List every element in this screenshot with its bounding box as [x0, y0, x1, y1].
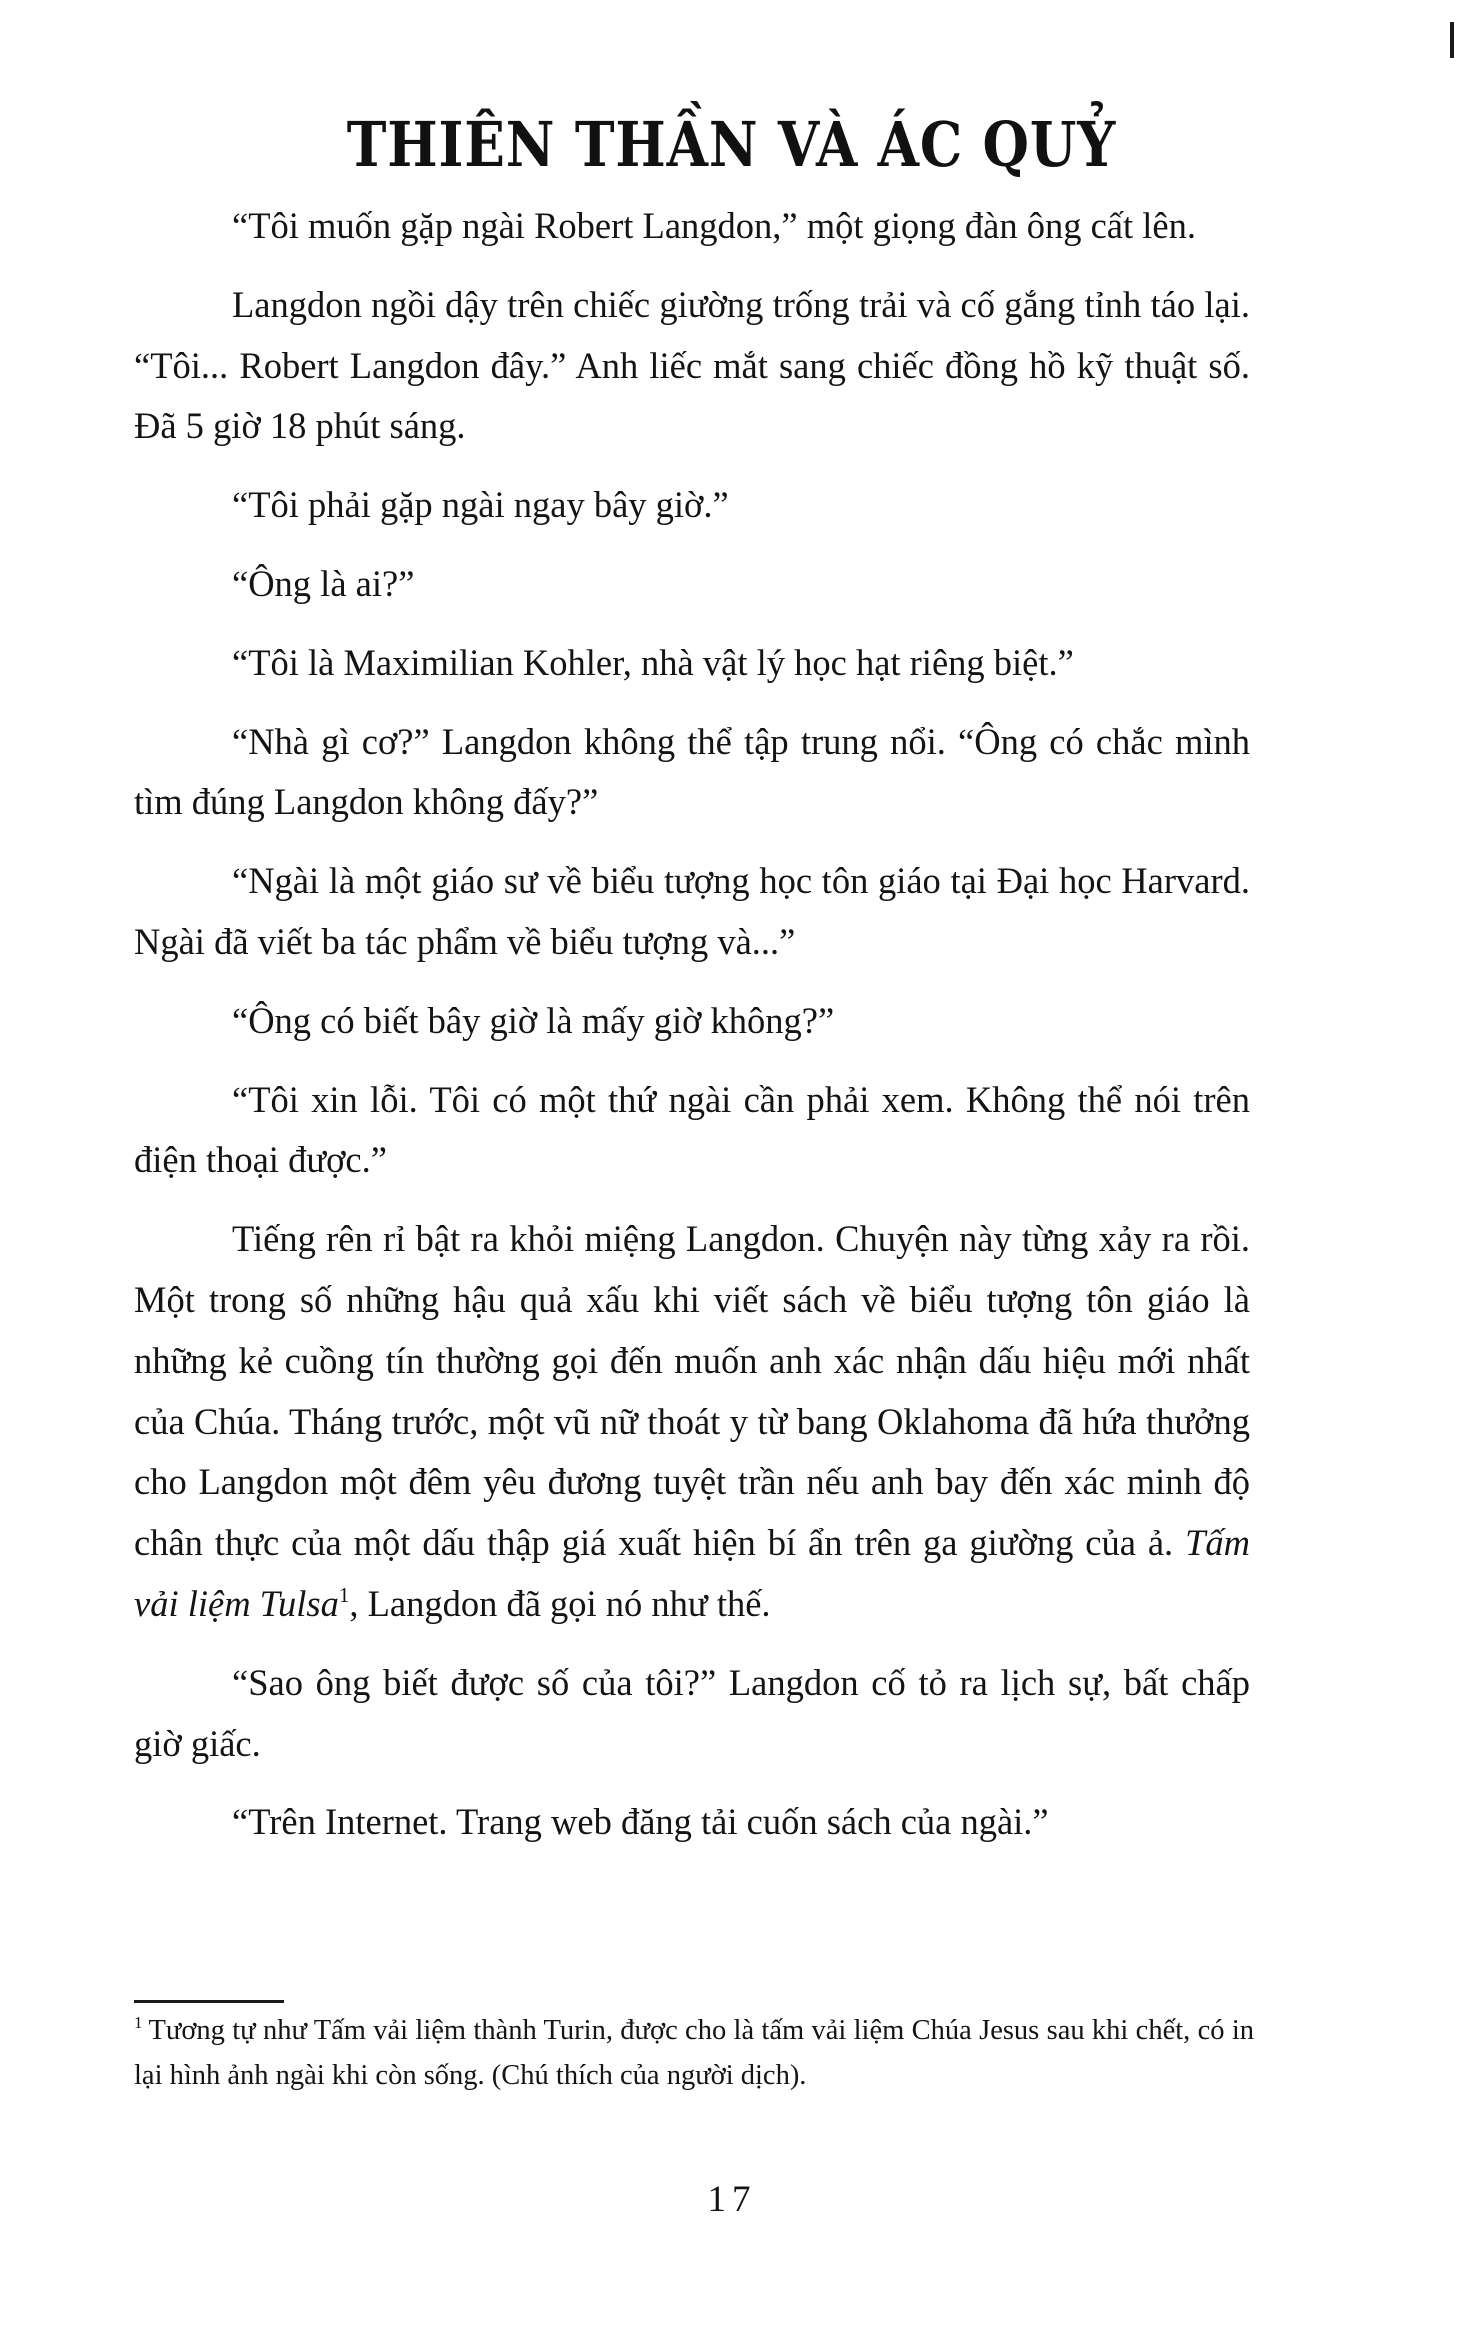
paragraph: “Tôi muốn gặp ngài Robert Langdon,” một giọng đàn ông cất lên.: [232, 205, 1196, 246]
paragraph-text: , Langdon đã gọi nó như thế.: [349, 1582, 771, 1624]
paragraph: “Tôi phải gặp ngài ngay bây giờ.”: [232, 484, 729, 526]
paragraph: “Tôi là Maximilian Kohler, nhà vật lý học hạt riêng biệt.”: [232, 641, 1074, 683]
paragraph-with-footnote: [134, 1209, 1250, 1635]
footnote-divider: [134, 2000, 284, 2003]
paragraph: “Tôi xin lỗi. Tôi có một thứ ngài cần phải xem. Không thể nói trên điện thoại được.”: [134, 1078, 1250, 1181]
paragraph: “Ngài là một giáo sư về biểu tượng học tôn giáo tại Đại học Harvard. Ngài đã viết ba tác phẩm về biểu tượng và...”: [134, 860, 1250, 962]
page-number: 17: [707, 2179, 757, 2220]
paragraph: Langdon ngồi dậy trên chiếc giường trống trải và cố gắng tỉnh táo lại. “Tôi... Robert Langdon đây.” Anh liếc mắt sang chiếc đồng hồ kỹ thuật số. Đã 5 giờ 18 phút sáng.: [134, 283, 1250, 447]
footnote-text: Tương tự như Tấm vải liệm thành Turin, được cho là tấm vải liệm Chúa Jesus sau khi chết, có in lại hình ảnh ngài khi còn sống. (Chú thích của người dịch).: [134, 2015, 1254, 2091]
page-title: THIÊN THẦN VÀ ÁC QUỶ: [346, 108, 1117, 181]
footnote-marker: 1: [134, 2013, 143, 2032]
footnote: [134, 2008, 1254, 2098]
paragraph: “Nhà gì cơ?” Langdon không thể tập trung nổi. “Ông có chắc mình tìm đúng Langdon không đấy?”: [134, 720, 1250, 823]
paragraph: “Sao ông biết được số của tôi?” Langdon cố tỏ ra lịch sự, bất chấp giờ giấc.: [134, 1661, 1250, 1764]
page-edge-mark: [1450, 22, 1454, 58]
paragraph: “Ông có biết bây giờ là mấy giờ không?”: [232, 999, 835, 1041]
paragraph: “Ông là ai?”: [232, 562, 415, 604]
paragraph-text: Tiếng rên rỉ bật ra khỏi miệng Langdon. Chuyện này từng xảy ra rồi. Một trong số những hậu quả xấu khi viết sách về biểu tượng tôn giáo là những kẻ cuồng tín thường gọi đến muốn anh xác nhận dấu hiệu mới nhất của Chúa. Tháng trước, một vũ nữ thoát y từ bang Oklahoma đã hứa thưởng cho Langdon một đêm yêu đương tuyệt trần nếu anh bay đến xác minh độ chân thực của một dấu thập giá xuất hiện bí ẩn trên ga giường của ả.: [134, 1218, 1250, 1564]
paragraph: “Trên Internet. Trang web đăng tải cuốn sách của ngài.”: [232, 1801, 1049, 1843]
italic-phrase: Tấm vải liệm Tulsa: [134, 1522, 1250, 1624]
footnote-reference: 1: [338, 1582, 350, 1607]
body-text: [134, 196, 1250, 1871]
